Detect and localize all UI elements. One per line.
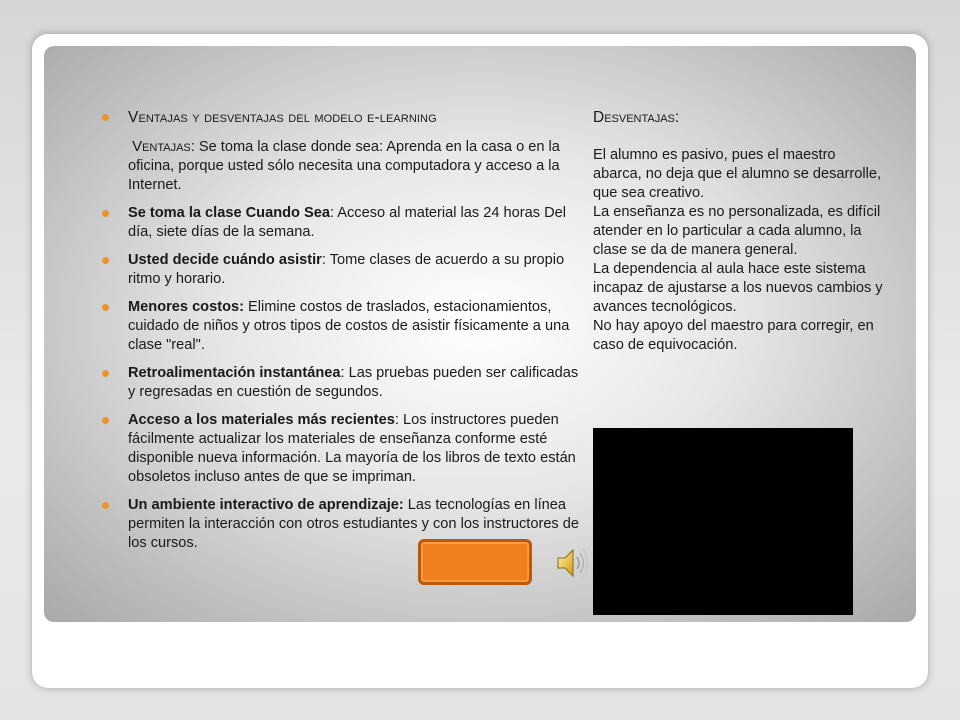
- disadvantages-column: [593, 108, 883, 355]
- bullet-text: : Acceso al material las 24 horas Del día, siete días de la semana.: [128, 205, 567, 240]
- bullet-bold: Se toma la clase Cuando Sea: [128, 205, 330, 221]
- bullet-icon: [102, 417, 109, 424]
- list-item: [100, 204, 582, 242]
- bullet-bold: Retroalimentación instantánea: [128, 365, 341, 381]
- heading-item: [100, 108, 582, 128]
- list-item: [100, 251, 582, 289]
- slide-heading: Ventajas y desventajas del modelo e-learning: [128, 109, 437, 126]
- bullet-bold: Acceso a los materiales más recientes: [128, 412, 395, 428]
- bullet-bold: Un ambiente interactivo de aprendizaje:: [128, 497, 404, 513]
- disadvantage-paragraph: No hay apoyo del maestro para corregir, en caso de equivocación.: [593, 318, 874, 353]
- ventajas-paragraph: [100, 137, 582, 195]
- bullet-icon: [102, 502, 109, 509]
- list-item: [100, 411, 582, 487]
- bullet-bold: Usted decide cuándo asistir: [128, 252, 322, 268]
- bullet-text: Elimine costos de traslados, estacionamientos, cuidado de niños y otros tipos de costos de asistir físicamente a una clase "real".: [128, 299, 570, 353]
- disadvantage-paragraph: La dependencia al aula hace este sistema incapaz de ajustarse a los nuevos cambios y avances tecnológicos.: [593, 261, 883, 315]
- ventajas-label: Ventajas: [132, 138, 191, 155]
- bullet-icon: [102, 257, 109, 264]
- disadvantage-paragraph: El alumno es pasivo, pues el maestro abarca, no deja que el alumno se desarrolle, que sea creativo.: [593, 147, 882, 201]
- bullet-icon: [102, 114, 109, 121]
- bullet-bold: Menores costos:: [128, 299, 244, 315]
- bullet-text: : Tome clases de acuerdo a su propio ritmo y horario.: [128, 252, 565, 287]
- bullet-text: : Los instructores pueden fácilmente actualizar los materiales de enseñanza conforme esté disponible nueva información. La mayoría de los libros de texto están obsoletos incluso antes de que se impriman.: [128, 412, 576, 485]
- disadvantages-title: Desventajas:: [593, 109, 680, 126]
- speaker-icon[interactable]: [556, 545, 590, 581]
- bullet-text: Las tecnologías en línea permiten la interacción con otros estudiantes y con los instructores de los cursos.: [128, 497, 580, 551]
- ventajas-text: : Se toma la clase donde sea: Aprenda en la casa o en la oficina, porque usted sólo necesita una computadora y acceso a la Internet.: [128, 139, 560, 193]
- bullet-icon: [102, 370, 109, 377]
- video-player[interactable]: [593, 428, 853, 615]
- bullet-icon: [102, 304, 109, 311]
- list-item: [100, 298, 582, 355]
- disadvantage-paragraph: La enseñanza es no personalizada, es difícil atender en lo particular a cada alumno, la clase se da de manera general.: [593, 204, 881, 258]
- action-button[interactable]: [418, 539, 532, 585]
- advantages-column: [100, 108, 582, 562]
- bullet-icon: [102, 210, 109, 217]
- list-item: [100, 364, 582, 402]
- bullet-text: : Las pruebas pueden ser calificadas y regresadas en cuestión de segundos.: [128, 365, 579, 400]
